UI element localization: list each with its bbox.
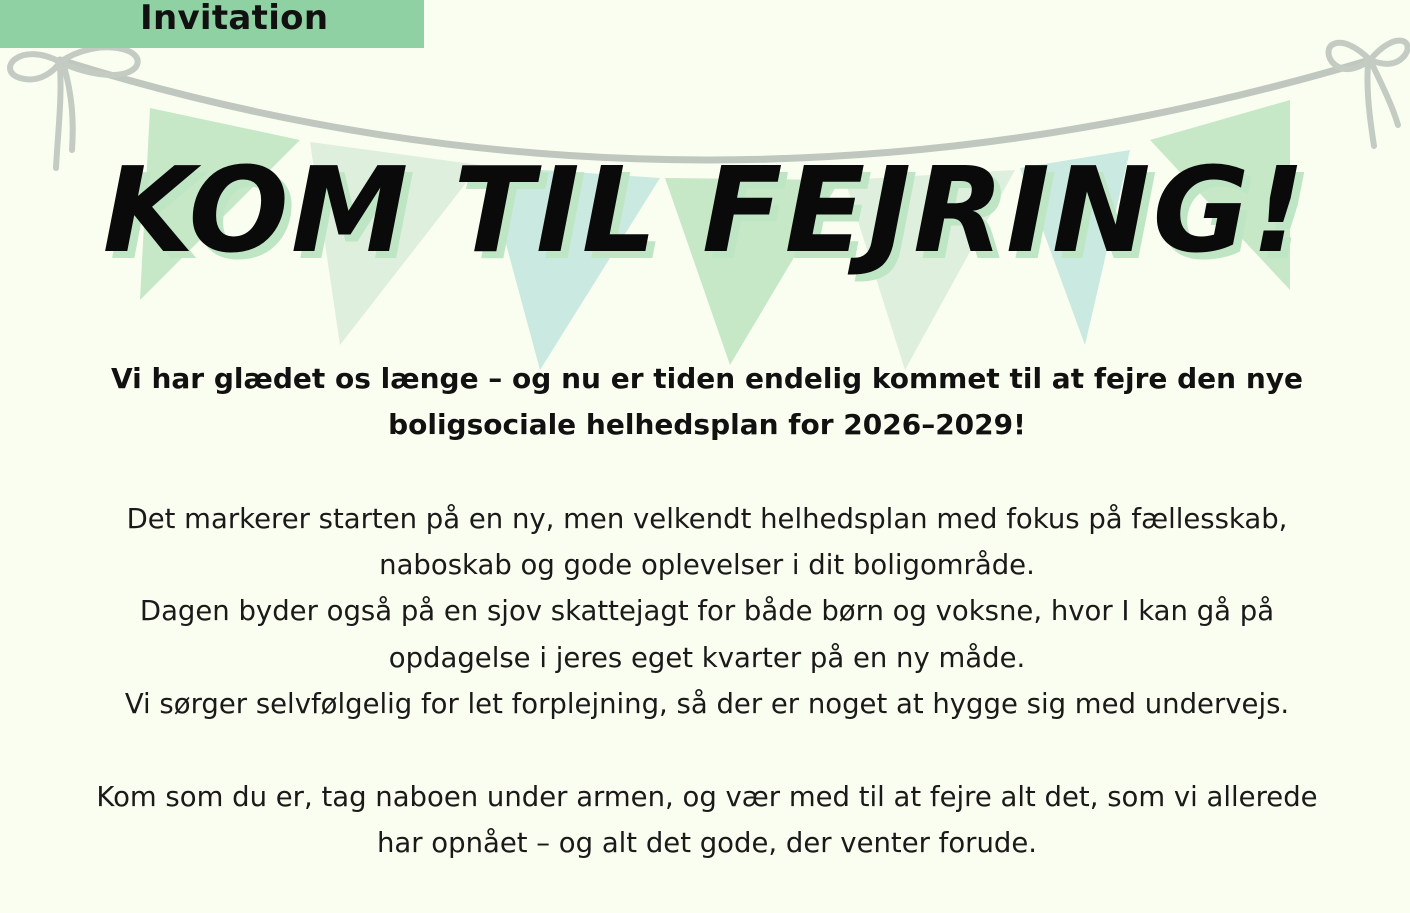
lead-text: Vi har glædet os længe – og nu er tiden endelig kommet til at fejre den nye boligsociale helhedsplan for 2026–2029! (110, 362, 1304, 441)
body-text (95, 496, 1319, 727)
right-bow-decoration (1328, 41, 1407, 146)
closing-text: Kom som du er, tag naboen under armen, og vær med til at fejre alt det, som vi allerede har opnået – og alt det gode, der venter forude. (96, 781, 1318, 860)
invitation-label: Invitation (140, 0, 329, 38)
headline: KOM TIL FEJRING! (102, 141, 1308, 279)
invitation-tab (0, 0, 424, 48)
body-paragraph: Vi sørger selvfølgelig for let forplejning, så der er noget at hygge sig med undervejs. (124, 687, 1290, 720)
body-paragraph: Det markerer starten på en ny, men velkendt helhedsplan med fokus på fællesskab, naboskab og gode oplevelser i dit boligområde. (126, 503, 1288, 582)
body-paragraph: Dagen byder også på en sjov skattejagt for både børn og voksne, hvor I kan gå på opdagelse i jeres eget kvarter på en ny måde. (139, 595, 1275, 674)
